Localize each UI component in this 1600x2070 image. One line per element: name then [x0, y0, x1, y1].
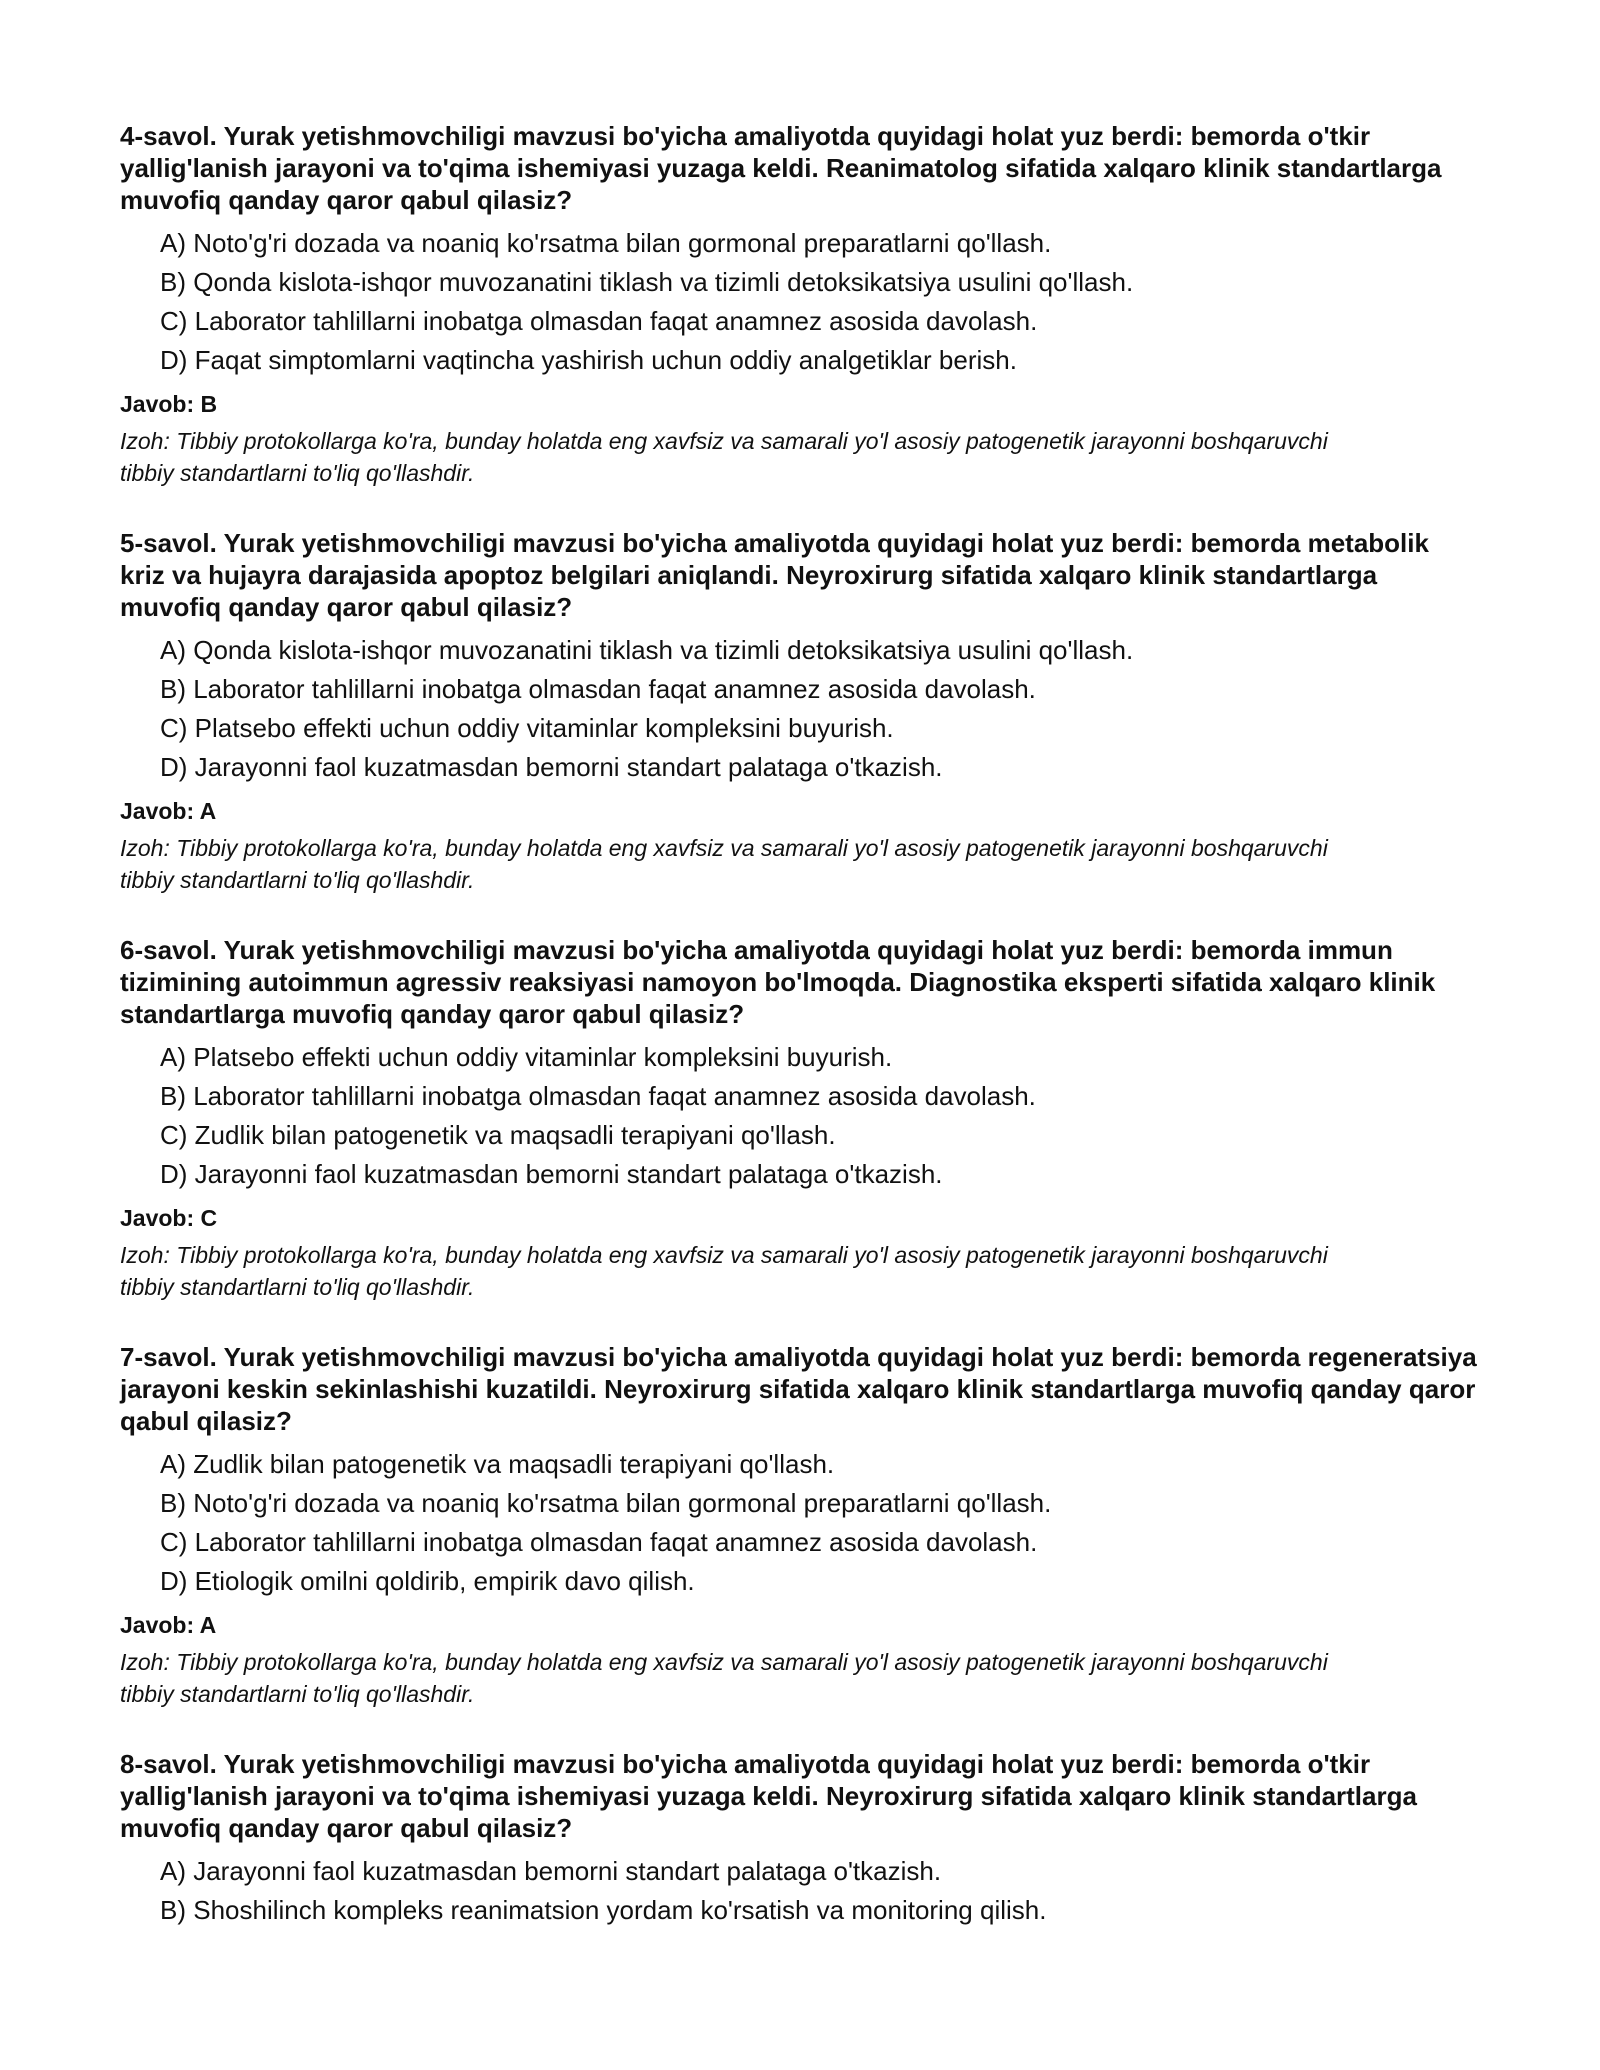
option-d: D) Faqat simptomlarni vaqtincha yashirish uchun oddiy analgetiklar berish.	[160, 345, 1017, 375]
answer-label: Javob: A	[120, 798, 217, 824]
option-d: D) Jarayonni faol kuzatmasdan bemorni standart palataga o'tkazish.	[160, 1159, 943, 1189]
option-c: C) Laborator tahlillarni inobatga olmasdan faqat anamnez asosida davolash.	[160, 1527, 1038, 1557]
answer-label: Javob: C	[120, 1205, 218, 1231]
option-a: A) Zudlik bilan patogenetik va maqsadli terapiyani qo'llash.	[160, 1449, 835, 1479]
explanation-text: Izoh: Tibbiy protokollarga ko'ra, bunday holatda eng xavfsiz va samarali yo'l asosiy patogenetik jarayonni boshqaruvchi tibbiy standartlarni to'liq qo'llashdir.	[120, 835, 1328, 893]
option-d: D) Jarayonni faol kuzatmasdan bemorni standart palataga o'tkazish.	[160, 752, 943, 782]
option-a: A) Qonda kislota-ishqor muvozanatini tiklash va tizimli detoksikatsiya usulini qo'llash.	[160, 635, 1134, 665]
question-block	[120, 120, 1480, 489]
answer-label: Javob: A	[120, 1612, 217, 1638]
option-d: D) Etiologik omilni qoldirib, empirik davo qilish.	[160, 1566, 695, 1596]
option-b: B) Shoshilinch kompleks reanimatsion yordam ko'rsatish va monitoring qilish.	[160, 1895, 1047, 1925]
options-list	[120, 1038, 1480, 1194]
options-list	[120, 1445, 1480, 1601]
explanation-text: Izoh: Tibbiy protokollarga ko'ra, bunday holatda eng xavfsiz va samarali yo'l asosiy patogenetik jarayonni boshqaruvchi tibbiy standartlarni to'liq qo'llashdir.	[120, 428, 1328, 486]
question-title: 7-savol. Yurak yetishmovchiligi mavzusi bo'yicha amaliyotda quyidagi holat yuz berdi: bemorda regeneratsiya jarayoni keskin sekinlashishi kuzatildi. Neyroxirurg sifatida xalqaro klinik standartlarga muvofiq qanday qaror qabul qilasiz?	[120, 1342, 1477, 1436]
question-block	[120, 1748, 1480, 1930]
answer-label: Javob: B	[120, 391, 218, 417]
question-block	[120, 527, 1480, 896]
option-b: B) Laborator tahlillarni inobatga olmasdan faqat anamnez asosida davolash.	[160, 674, 1036, 704]
question-title: 6-savol. Yurak yetishmovchiligi mavzusi bo'yicha amaliyotda quyidagi holat yuz berdi: bemorda immun tizimining autoimmun agressiv reaksiyasi namoyon bo'lmoqda. Diagnostika eksperti sifatida xalqaro klinik standartlarga muvofiq qanday qaror qabul qilasiz?	[120, 935, 1436, 1029]
option-c: C) Zudlik bilan patogenetik va maqsadli terapiyani qo'llash.	[160, 1120, 836, 1150]
question-title: 5-savol. Yurak yetishmovchiligi mavzusi bo'yicha amaliyotda quyidagi holat yuz berdi: bemorda metabolik kriz va hujayra darajasida apoptoz belgilari aniqlandi. Neyroxirurg sifatida xalqaro klinik standartlarga muvofiq qanday qaror qabul qilasiz?	[120, 528, 1429, 622]
option-b: B) Noto'g'ri dozada va noaniq ko'rsatma bilan gormonal preparatlarni qo'llash.	[160, 1488, 1052, 1518]
options-list	[120, 224, 1480, 380]
option-a: A) Jarayonni faol kuzatmasdan bemorni standart palataga o'tkazish.	[160, 1856, 942, 1886]
question-block	[120, 1341, 1480, 1710]
explanation-text: Izoh: Tibbiy protokollarga ko'ra, bunday holatda eng xavfsiz va samarali yo'l asosiy patogenetik jarayonni boshqaruvchi tibbiy standartlarni to'liq qo'llashdir.	[120, 1649, 1328, 1707]
option-a: A) Platsebo effekti uchun oddiy vitaminlar kompleksini buyurish.	[160, 1042, 893, 1072]
question-block	[120, 934, 1480, 1303]
question-title: 4-savol. Yurak yetishmovchiligi mavzusi bo'yicha amaliyotda quyidagi holat yuz berdi: bemorda o'tkir yallig'lanish jarayoni va to'qima ishemiyasi yuzaga keldi. Reanimatolog sifatida xalqaro klinik standartlarga muvofiq qanday qaror qabul qilasiz?	[120, 121, 1442, 215]
option-b: B) Qonda kislota-ishqor muvozanatini tiklash va tizimli detoksikatsiya usulini qo'llash.	[160, 267, 1134, 297]
option-c: C) Platsebo effekti uchun oddiy vitaminlar kompleksini buyurish.	[160, 713, 894, 743]
question-title: 8-savol. Yurak yetishmovchiligi mavzusi bo'yicha amaliyotda quyidagi holat yuz berdi: bemorda o'tkir yallig'lanish jarayoni va to'qima ishemiyasi yuzaga keldi. Neyroxirurg sifatida xalqaro klinik standartlarga muvofiq qanday qaror qabul qilasiz?	[120, 1749, 1417, 1843]
options-list	[120, 1852, 1480, 1930]
option-c: C) Laborator tahlillarni inobatga olmasdan faqat anamnez asosida davolash.	[160, 306, 1038, 336]
options-list	[120, 631, 1480, 787]
option-a: A) Noto'g'ri dozada va noaniq ko'rsatma bilan gormonal preparatlarni qo'llash.	[160, 228, 1052, 258]
option-b: B) Laborator tahlillarni inobatga olmasdan faqat anamnez asosida davolash.	[160, 1081, 1036, 1111]
explanation-text: Izoh: Tibbiy protokollarga ko'ra, bunday holatda eng xavfsiz va samarali yo'l asosiy patogenetik jarayonni boshqaruvchi tibbiy standartlarni to'liq qo'llashdir.	[120, 1242, 1328, 1300]
